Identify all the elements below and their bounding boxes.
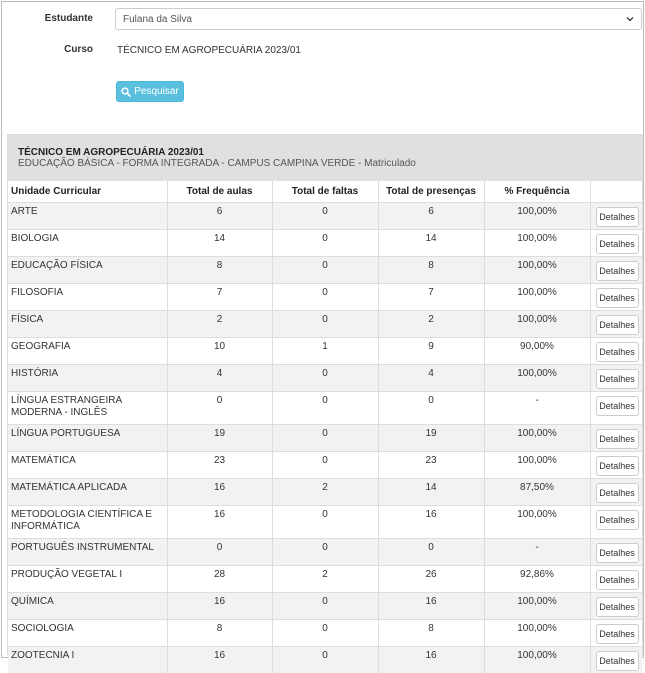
cell-faltas: 0 <box>272 451 378 478</box>
page-frame <box>1 1 644 666</box>
cell-presencas: 0 <box>378 538 484 565</box>
details-button[interactable]: Detalhes <box>596 396 639 416</box>
cell-unit: ZOOTECNIA I <box>8 646 167 673</box>
table-row <box>8 478 642 505</box>
cell-faltas: 0 <box>272 283 378 310</box>
search-icon <box>121 87 131 97</box>
cell-faltas: 0 <box>272 310 378 337</box>
cell-frequencia: 100,00% <box>484 364 590 391</box>
cell-frequencia: 100,00% <box>484 619 590 646</box>
cell-frequencia: 92,86% <box>484 565 590 592</box>
table-row <box>8 391 642 424</box>
cell-presencas: 16 <box>378 592 484 619</box>
cell-actions <box>590 505 642 538</box>
cell-unit: FÍSICA <box>8 310 167 337</box>
cell-presencas: 6 <box>378 202 484 229</box>
cell-presencas: 14 <box>378 478 484 505</box>
header-frequencia: % Frequência <box>484 181 590 202</box>
cell-actions <box>590 256 642 283</box>
cell-faltas: 0 <box>272 538 378 565</box>
cell-actions <box>590 364 642 391</box>
cell-frequencia: 100,00% <box>484 451 590 478</box>
cell-frequencia: 90,00% <box>484 337 590 364</box>
details-button[interactable]: Detalhes <box>596 315 639 335</box>
cell-presencas: 23 <box>378 451 484 478</box>
cell-unit: BIOLOGIA <box>8 229 167 256</box>
estudante-select[interactable] <box>115 8 642 30</box>
cell-frequencia: 100,00% <box>484 424 590 451</box>
cell-actions <box>590 337 642 364</box>
cell-aulas: 14 <box>167 229 272 256</box>
cell-presencas: 8 <box>378 619 484 646</box>
cell-actions <box>590 424 642 451</box>
cell-frequencia: 100,00% <box>484 646 590 673</box>
cell-faltas: 0 <box>272 202 378 229</box>
cell-faltas: 0 <box>272 229 378 256</box>
cell-frequencia: 100,00% <box>484 202 590 229</box>
cell-unit: SOCIOLOGIA <box>8 619 167 646</box>
cell-aulas: 0 <box>167 538 272 565</box>
details-button[interactable]: Detalhes <box>596 234 639 254</box>
search-button-label: Pesquisar <box>134 86 179 97</box>
details-button[interactable]: Detalhes <box>596 651 639 671</box>
cell-frequencia: - <box>484 538 590 565</box>
cell-unit: PRODUÇÃO VEGETAL I <box>8 565 167 592</box>
search-button[interactable] <box>116 81 184 102</box>
cell-actions <box>590 592 642 619</box>
cell-actions <box>590 202 642 229</box>
table-row <box>8 505 642 538</box>
table-row <box>8 202 642 229</box>
cell-frequencia: 100,00% <box>484 592 590 619</box>
cell-unit: MATEMÁTICA <box>8 451 167 478</box>
table-header-row <box>8 181 642 202</box>
cell-presencas: 4 <box>378 364 484 391</box>
cell-faltas: 0 <box>272 424 378 451</box>
cell-frequencia: 87,50% <box>484 478 590 505</box>
details-button[interactable]: Detalhes <box>596 288 639 308</box>
cell-unit: HISTÓRIA <box>8 364 167 391</box>
cell-frequencia: 100,00% <box>484 229 590 256</box>
cell-frequencia: - <box>484 391 590 424</box>
cell-faltas: 0 <box>272 391 378 424</box>
cell-presencas: 0 <box>378 391 484 424</box>
header-unit: Unidade Curricular <box>8 181 167 202</box>
cell-faltas: 0 <box>272 619 378 646</box>
cell-unit: PORTUGUÊS INSTRUMENTAL <box>8 538 167 565</box>
cell-frequencia: 100,00% <box>484 283 590 310</box>
cell-actions <box>590 229 642 256</box>
cell-aulas: 16 <box>167 646 272 673</box>
cell-aulas: 16 <box>167 478 272 505</box>
cell-aulas: 0 <box>167 391 272 424</box>
cell-faltas: 0 <box>272 646 378 673</box>
cell-aulas: 16 <box>167 505 272 538</box>
cell-actions <box>590 619 642 646</box>
table-row <box>8 310 642 337</box>
course-panel <box>7 134 643 666</box>
header-aulas: Total de aulas <box>167 181 272 202</box>
details-button[interactable]: Detalhes <box>596 207 639 227</box>
details-button[interactable]: Detalhes <box>596 429 639 449</box>
panel-title: TÉCNICO EM AGROPECUÁRIA 2023/01 <box>18 147 204 158</box>
table-row <box>8 565 642 592</box>
cell-unit: METODOLOGIA CIENTÍFICA E INFORMÁTICA <box>8 505 167 538</box>
details-button[interactable]: Detalhes <box>596 483 639 503</box>
cell-aulas: 7 <box>167 283 272 310</box>
cell-unit: LÍNGUA PORTUGUESA <box>8 424 167 451</box>
header-actions <box>590 181 642 202</box>
details-button[interactable]: Detalhes <box>596 261 639 281</box>
details-button[interactable]: Detalhes <box>596 456 639 476</box>
table-row <box>8 229 642 256</box>
cell-presencas: 26 <box>378 565 484 592</box>
cell-actions <box>590 565 642 592</box>
cell-presencas: 9 <box>378 337 484 364</box>
details-button[interactable]: Detalhes <box>596 597 639 617</box>
table-row <box>8 538 642 565</box>
header-faltas: Total de faltas <box>272 181 378 202</box>
estudante-label: Estudante <box>44 13 93 24</box>
details-button[interactable]: Detalhes <box>596 543 639 563</box>
cell-faltas: 1 <box>272 337 378 364</box>
table-row <box>8 337 642 364</box>
cell-actions <box>590 310 642 337</box>
table-row <box>8 424 642 451</box>
cell-presencas: 16 <box>378 646 484 673</box>
estudante-select-value: Fulana da Silva <box>123 13 192 25</box>
cell-aulas: 10 <box>167 337 272 364</box>
cell-aulas: 8 <box>167 619 272 646</box>
cell-frequencia: 100,00% <box>484 310 590 337</box>
cell-presencas: 2 <box>378 310 484 337</box>
attendance-table <box>8 181 642 673</box>
details-button[interactable]: Detalhes <box>596 369 639 389</box>
cell-unit: LÍNGUA ESTRANGEIRA MODERNA - INGLÊS <box>8 391 167 424</box>
panel-heading <box>8 135 642 181</box>
curso-value: TÉCNICO EM AGROPECUÁRIA 2023/01 <box>117 45 301 56</box>
details-button[interactable]: Detalhes <box>596 510 639 530</box>
cell-aulas: 2 <box>167 310 272 337</box>
cell-aulas: 8 <box>167 256 272 283</box>
cell-aulas: 6 <box>167 202 272 229</box>
chevron-down-icon <box>625 14 635 24</box>
details-button[interactable]: Detalhes <box>596 342 639 362</box>
cell-faltas: 0 <box>272 256 378 283</box>
cell-unit: EDUCAÇÃO FÍSICA <box>8 256 167 283</box>
cell-aulas: 23 <box>167 451 272 478</box>
cell-presencas: 8 <box>378 256 484 283</box>
cell-unit: QUÍMICA <box>8 592 167 619</box>
cell-aulas: 4 <box>167 364 272 391</box>
table-row <box>8 592 642 619</box>
cell-presencas: 16 <box>378 505 484 538</box>
cell-actions <box>590 538 642 565</box>
cell-unit: ARTE <box>8 202 167 229</box>
cell-aulas: 28 <box>167 565 272 592</box>
cell-actions <box>590 478 642 505</box>
table-row <box>8 451 642 478</box>
cell-faltas: 0 <box>272 505 378 538</box>
cell-aulas: 19 <box>167 424 272 451</box>
cell-faltas: 0 <box>272 364 378 391</box>
cell-actions <box>590 283 642 310</box>
cell-presencas: 14 <box>378 229 484 256</box>
cell-faltas: 2 <box>272 478 378 505</box>
table-row <box>8 283 642 310</box>
cell-actions <box>590 646 642 673</box>
cell-unit: MATEMÁTICA APLICADA <box>8 478 167 505</box>
cell-presencas: 7 <box>378 283 484 310</box>
panel-subtitle: EDUCAÇÃO BÁSICA - FORMA INTEGRADA - CAMPUS CAMPINA VERDE - Matriculado <box>18 158 416 169</box>
cell-unit: GEOGRAFIA <box>8 337 167 364</box>
table-row <box>8 364 642 391</box>
header-presencas: Total de presenças <box>378 181 484 202</box>
cell-frequencia: 100,00% <box>484 256 590 283</box>
curso-label: Curso <box>64 44 93 55</box>
cell-faltas: 2 <box>272 565 378 592</box>
details-button[interactable]: Detalhes <box>596 624 639 644</box>
table-row <box>8 646 642 673</box>
cell-faltas: 0 <box>272 592 378 619</box>
cell-frequencia: 100,00% <box>484 505 590 538</box>
cell-unit: FILOSOFIA <box>8 283 167 310</box>
table-row <box>8 619 642 646</box>
details-button[interactable]: Detalhes <box>596 570 639 590</box>
cell-presencas: 19 <box>378 424 484 451</box>
cell-actions <box>590 451 642 478</box>
table-row <box>8 256 642 283</box>
cell-aulas: 16 <box>167 592 272 619</box>
cell-actions <box>590 391 642 424</box>
